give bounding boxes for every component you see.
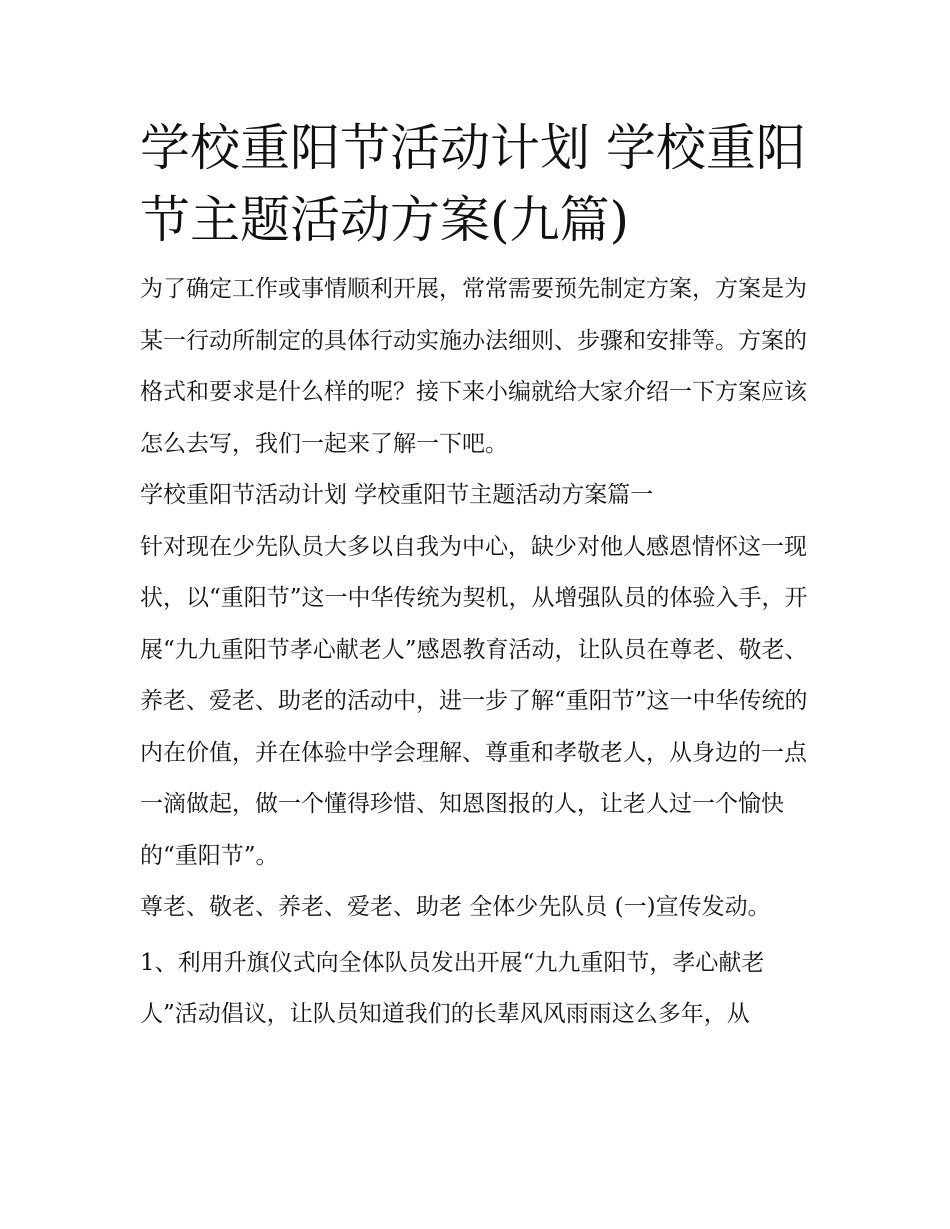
- list-item-1: 1、利用升旗仪式向全体队员发出开展“九九重阳节，孝心献老人”活动倡议，让队员知道我们的长辈风风雨雨这么多年，从: [140, 949, 765, 1027]
- section-heading: 学校重阳节活动计划 学校重阳节主题活动方案篇一: [140, 482, 654, 508]
- document-page: [140, 112, 812, 1041]
- document-title: 学校重阳节活动计划 学校重阳节主题活动方案(九篇): [140, 119, 806, 249]
- intro-paragraph: 为了确定工作或事情顺利开展，常常需要预先制定方案，方案是为某一行动所制定的具体行动实施办法细则、步骤和安排等。方案的格式和要求是什么样的呢？接下来小编就给大家介绍一下方案应该怎么去写，我们一起来了解一下吧。: [140, 276, 807, 457]
- body-paragraph: 针对现在少先队员大多以自我为中心，缺少对他人感恩情怀这一现状，以“重阳节”这一中华传统为契机，从增强队员的体验入手，开展“九九重阳节孝心献老人”感恩教育活动，让队员在尊老、敬老、养老、爱老、助老的活动中，进一步了解“重阳节”这一中华传统的内在价值，并在体验中学会理解、尊重和孝敬老人，从身边的一点一滴做起，做一个懂得珍惜、知恩图报的人，让老人过一个愉快的“重阳节”。: [140, 533, 808, 869]
- theme-line: 尊老、敬老、养老、爱老、助老 全体少先队员 (一)宣传发动。: [140, 894, 771, 920]
